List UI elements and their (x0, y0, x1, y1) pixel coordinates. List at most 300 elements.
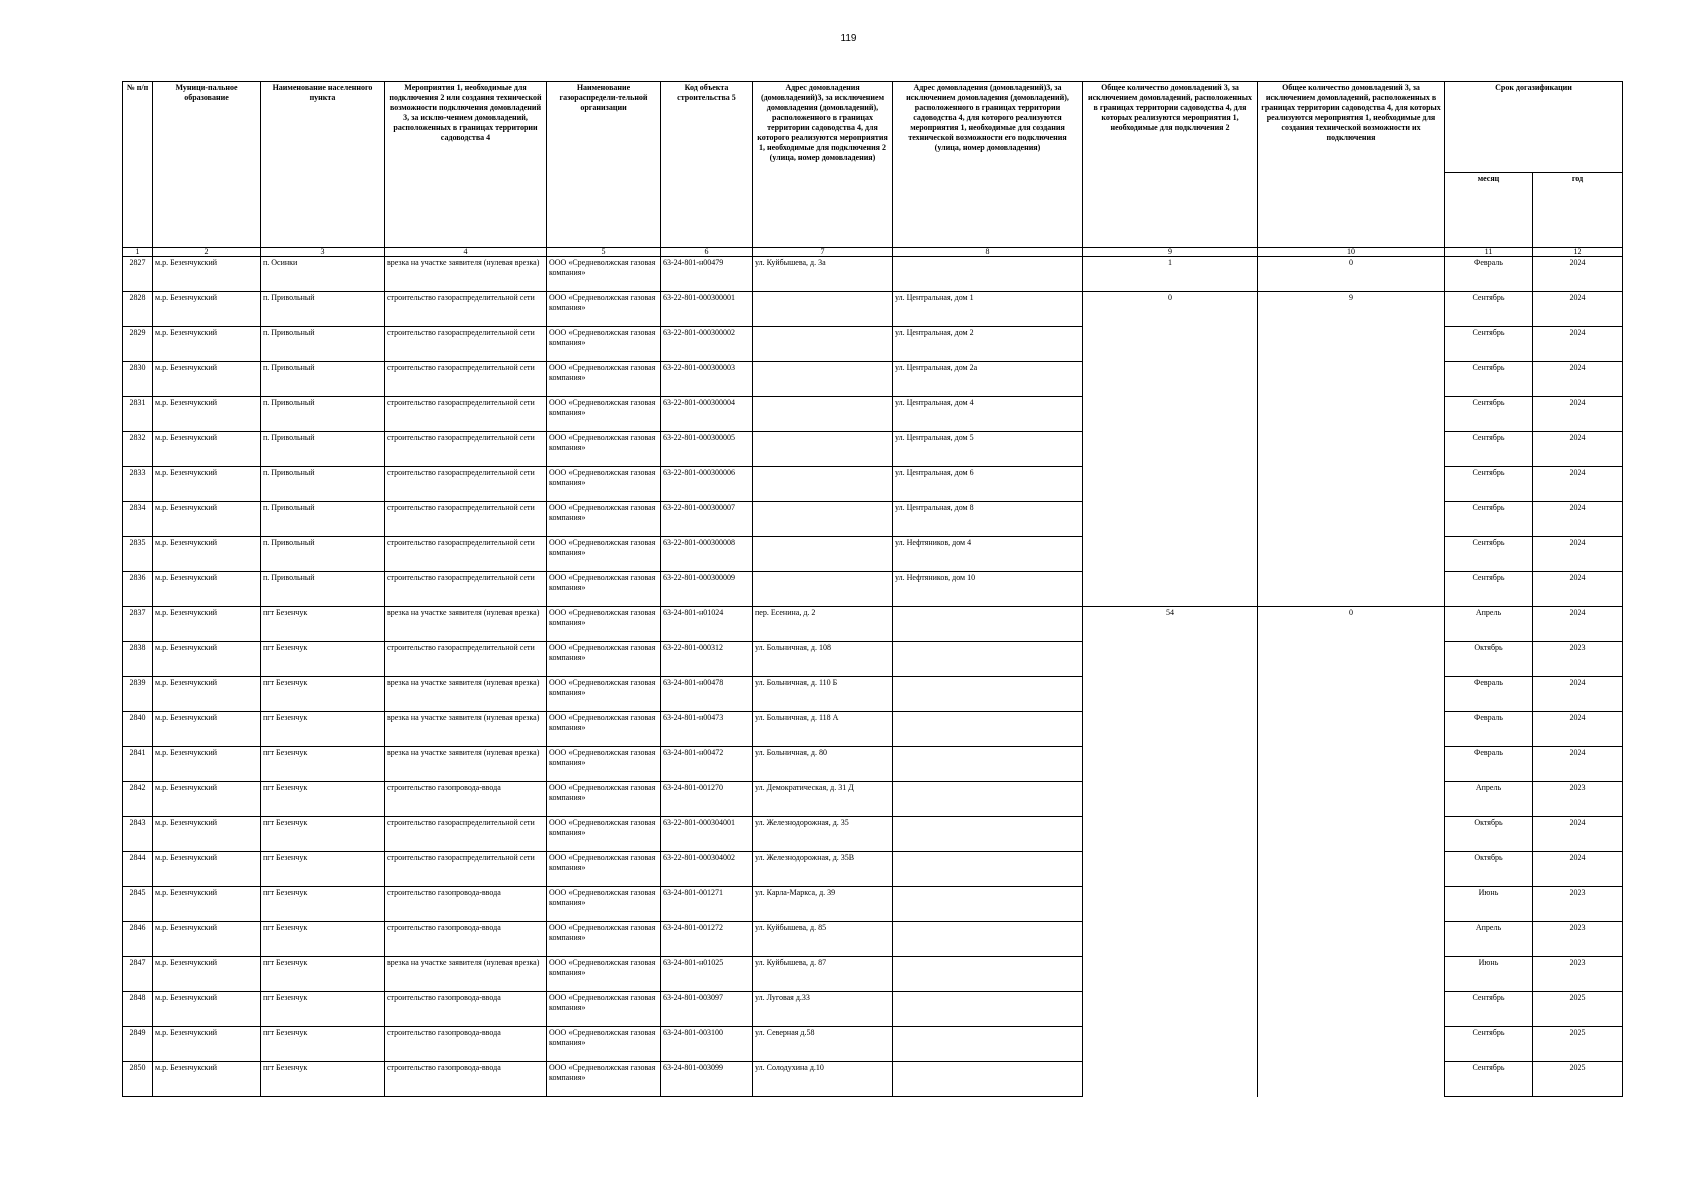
cell-gas-organization: ООО «Средневолжская газовая компания» (547, 922, 661, 957)
cell-year: 2024 (1533, 712, 1623, 747)
table-row (123, 782, 1623, 817)
cell-municipality: м.р. Безенчукский (153, 537, 261, 572)
cell-settlement: п. Привольный (261, 502, 385, 537)
cell-settlement: пгт Безенчук (261, 677, 385, 712)
cell-settlement: пгт Безенчук (261, 782, 385, 817)
cell-month: Сентябрь (1445, 432, 1533, 467)
cell-year: 2024 (1533, 852, 1623, 887)
cell-municipality: м.р. Безенчукский (153, 327, 261, 362)
cell-row-number: 2848 (123, 992, 153, 1027)
cell-measure: строительство газораспределительной сети (385, 572, 547, 607)
cell-year: 2024 (1533, 467, 1623, 502)
cell-settlement: п. Привольный (261, 292, 385, 327)
gasification-table (122, 81, 1623, 1097)
cell-month: Сентябрь (1445, 292, 1533, 327)
cell-settlement: пгт Безенчук (261, 747, 385, 782)
cell-object-code: 63-22-801-000300003 (661, 362, 753, 397)
cell-settlement: пгт Безенчук (261, 1062, 385, 1097)
cell-row-number: 2849 (123, 1027, 153, 1062)
table-row (123, 327, 1623, 362)
cell-address-technical: ул. Центральная, дом 1 (893, 292, 1083, 327)
cell-month: Сентябрь (1445, 327, 1533, 362)
cell-row-number: 2833 (123, 467, 153, 502)
column-number-row (123, 248, 1623, 257)
table-row (123, 467, 1623, 502)
cell-gas-organization: ООО «Средневолжская газовая компания» (547, 957, 661, 992)
cell-measure: строительство газораспределительной сети (385, 537, 547, 572)
cell-address-technical (893, 852, 1083, 887)
cell-object-code: 63-22-801-000300007 (661, 502, 753, 537)
cell-year: 2024 (1533, 397, 1623, 432)
cell-settlement: пгт Безенчук (261, 642, 385, 677)
cell-month: Сентябрь (1445, 992, 1533, 1027)
cell-settlement: пгт Безенчук (261, 922, 385, 957)
cell-total-connection (1083, 747, 1258, 782)
cell-measure: врезка на участке заявителя (нулевая врезка) (385, 677, 547, 712)
cell-row-number: 2846 (123, 922, 153, 957)
table-row (123, 572, 1623, 607)
cell-address-connection (753, 362, 893, 397)
table-row (123, 642, 1623, 677)
cell-address-technical (893, 887, 1083, 922)
column-number: 9 (1083, 248, 1258, 257)
cell-total-connection (1083, 432, 1258, 467)
cell-address-technical: ул. Центральная, дом 5 (893, 432, 1083, 467)
cell-total-technical (1258, 502, 1445, 537)
cell-row-number: 2832 (123, 432, 153, 467)
cell-row-number: 2828 (123, 292, 153, 327)
cell-address-connection: ул. Северная д.58 (753, 1027, 893, 1062)
cell-address-technical: ул. Нефтяников, дом 10 (893, 572, 1083, 607)
page-number: 119 (840, 33, 857, 44)
cell-municipality: м.р. Безенчукский (153, 292, 261, 327)
header-month: месяц (1445, 173, 1533, 248)
table-row (123, 607, 1623, 642)
cell-gas-organization: ООО «Средневолжская газовая компания» (547, 1062, 661, 1097)
cell-row-number: 2847 (123, 957, 153, 992)
cell-total-connection (1083, 467, 1258, 502)
cell-year: 2023 (1533, 922, 1623, 957)
cell-total-technical (1258, 992, 1445, 1027)
cell-row-number: 2829 (123, 327, 153, 362)
cell-object-code: 63-24-801-003100 (661, 1027, 753, 1062)
cell-total-connection (1083, 852, 1258, 887)
cell-row-number: 2850 (123, 1062, 153, 1097)
cell-month: Июнь (1445, 957, 1533, 992)
cell-address-technical (893, 957, 1083, 992)
cell-row-number: 2838 (123, 642, 153, 677)
cell-measure: врезка на участке заявителя (нулевая врезка) (385, 957, 547, 992)
cell-month: Февраль (1445, 677, 1533, 712)
cell-gas-organization: ООО «Средневолжская газовая компания» (547, 677, 661, 712)
cell-gas-organization: ООО «Средневолжская газовая компания» (547, 362, 661, 397)
cell-object-code: 63-24-801-н01024 (661, 607, 753, 642)
cell-month: Апрель (1445, 922, 1533, 957)
column-number: 12 (1533, 248, 1623, 257)
cell-municipality: м.р. Безенчукский (153, 887, 261, 922)
cell-year: 2024 (1533, 572, 1623, 607)
cell-total-technical (1258, 782, 1445, 817)
cell-measure: строительство газораспределительной сети (385, 502, 547, 537)
cell-row-number: 2841 (123, 747, 153, 782)
cell-municipality: м.р. Безенчукский (153, 992, 261, 1027)
header-number: № п/п (123, 82, 153, 248)
cell-address-connection: ул. Больничная, д. 118 А (753, 712, 893, 747)
cell-settlement: пгт Безенчук (261, 887, 385, 922)
cell-measure: врезка на участке заявителя (нулевая врезка) (385, 747, 547, 782)
cell-address-connection: ул. Больничная, д. 108 (753, 642, 893, 677)
cell-address-connection: ул. Луговая д.33 (753, 992, 893, 1027)
table-row (123, 1027, 1623, 1062)
column-number: 5 (547, 248, 661, 257)
cell-address-technical: ул. Центральная, дом 8 (893, 502, 1083, 537)
cell-total-technical (1258, 432, 1445, 467)
cell-object-code: 63-22-801-000304001 (661, 817, 753, 852)
cell-year: 2025 (1533, 1062, 1623, 1097)
cell-total-technical (1258, 1062, 1445, 1097)
cell-municipality: м.р. Безенчукский (153, 1062, 261, 1097)
cell-object-code: 63-24-801-003099 (661, 1062, 753, 1097)
cell-year: 2023 (1533, 957, 1623, 992)
cell-gas-organization: ООО «Средневолжская газовая компания» (547, 607, 661, 642)
cell-month: Февраль (1445, 712, 1533, 747)
cell-measure: врезка на участке заявителя (нулевая врезка) (385, 257, 547, 292)
cell-gas-organization: ООО «Средневолжская газовая компания» (547, 292, 661, 327)
cell-total-connection (1083, 957, 1258, 992)
cell-settlement: пгт Безенчук (261, 712, 385, 747)
cell-month: Сентябрь (1445, 502, 1533, 537)
table-row (123, 292, 1623, 327)
cell-object-code: 63-22-801-000312 (661, 642, 753, 677)
cell-measure: строительство газораспределительной сети (385, 327, 547, 362)
cell-object-code: 63-22-801-000304002 (661, 852, 753, 887)
cell-gas-organization: ООО «Средневолжская газовая компания» (547, 642, 661, 677)
cell-year: 2024 (1533, 257, 1623, 292)
cell-measure: строительство газопровода-ввода (385, 1027, 547, 1062)
cell-gas-organization: ООО «Средневолжская газовая компания» (547, 397, 661, 432)
cell-year: 2023 (1533, 642, 1623, 677)
cell-total-technical: 0 (1258, 607, 1445, 642)
cell-total-technical (1258, 537, 1445, 572)
cell-address-technical (893, 257, 1083, 292)
cell-year: 2024 (1533, 677, 1623, 712)
table-row (123, 957, 1623, 992)
cell-address-connection: ул. Куйбышева, д. 87 (753, 957, 893, 992)
cell-address-technical (893, 992, 1083, 1027)
cell-measure: строительство газораспределительной сети (385, 467, 547, 502)
column-number: 11 (1445, 248, 1533, 257)
cell-total-technical (1258, 852, 1445, 887)
cell-row-number: 2836 (123, 572, 153, 607)
cell-measure: строительство газораспределительной сети (385, 642, 547, 677)
cell-address-technical (893, 712, 1083, 747)
cell-address-connection: ул. Железнодорожная, д. 35В (753, 852, 893, 887)
cell-municipality: м.р. Безенчукский (153, 677, 261, 712)
cell-total-technical (1258, 572, 1445, 607)
cell-municipality: м.р. Безенчукский (153, 397, 261, 432)
cell-row-number: 2839 (123, 677, 153, 712)
table-row (123, 817, 1623, 852)
cell-address-technical (893, 1062, 1083, 1097)
cell-month: Сентябрь (1445, 1027, 1533, 1062)
cell-settlement: пгт Безенчук (261, 817, 385, 852)
cell-settlement: п. Привольный (261, 397, 385, 432)
column-number: 1 (123, 248, 153, 257)
cell-municipality: м.р. Безенчукский (153, 852, 261, 887)
cell-month: Февраль (1445, 747, 1533, 782)
cell-year: 2023 (1533, 887, 1623, 922)
column-number: 3 (261, 248, 385, 257)
cell-address-connection: ул. Демократическая, д. 31 Д (753, 782, 893, 817)
cell-object-code: 63-22-801-000300004 (661, 397, 753, 432)
cell-total-technical (1258, 817, 1445, 852)
cell-total-technical (1258, 957, 1445, 992)
cell-address-technical (893, 817, 1083, 852)
cell-total-connection (1083, 397, 1258, 432)
cell-address-connection (753, 292, 893, 327)
cell-municipality: м.р. Безенчукский (153, 782, 261, 817)
cell-settlement: п. Привольный (261, 362, 385, 397)
cell-row-number: 2827 (123, 257, 153, 292)
cell-measure: врезка на участке заявителя (нулевая врезка) (385, 712, 547, 747)
cell-total-connection (1083, 502, 1258, 537)
cell-year: 2023 (1533, 782, 1623, 817)
cell-gas-organization: ООО «Средневолжская газовая компания» (547, 712, 661, 747)
cell-total-technical (1258, 677, 1445, 712)
cell-total-connection: 1 (1083, 257, 1258, 292)
cell-municipality: м.р. Безенчукский (153, 1027, 261, 1062)
cell-month: Октябрь (1445, 852, 1533, 887)
cell-address-connection: ул. Больничная, д. 110 Б (753, 677, 893, 712)
cell-object-code: 63-24-801-001270 (661, 782, 753, 817)
cell-municipality: м.р. Безенчукский (153, 362, 261, 397)
cell-measure: строительство газораспределительной сети (385, 432, 547, 467)
header-deadline: Срок догазификации (1445, 82, 1623, 173)
cell-measure: строительство газопровода-ввода (385, 1062, 547, 1097)
cell-settlement: п. Привольный (261, 327, 385, 362)
cell-total-technical (1258, 397, 1445, 432)
cell-row-number: 2843 (123, 817, 153, 852)
cell-address-connection: ул. Куйбышева, д. 3а (753, 257, 893, 292)
cell-month: Апрель (1445, 782, 1533, 817)
column-number: 6 (661, 248, 753, 257)
cell-settlement: п. Привольный (261, 572, 385, 607)
header-gas-organization: Наименование газораспредели-тельной организации (547, 82, 661, 248)
cell-year: 2024 (1533, 817, 1623, 852)
cell-gas-organization: ООО «Средневолжская газовая компания» (547, 992, 661, 1027)
cell-measure: строительство газораспределительной сети (385, 362, 547, 397)
cell-total-technical: 9 (1258, 292, 1445, 327)
cell-address-technical (893, 677, 1083, 712)
cell-month: Сентябрь (1445, 572, 1533, 607)
cell-month: Сентябрь (1445, 467, 1533, 502)
cell-municipality: м.р. Безенчукский (153, 257, 261, 292)
table-row (123, 922, 1623, 957)
cell-settlement: п. Привольный (261, 432, 385, 467)
cell-gas-organization: ООО «Средневолжская газовая компания» (547, 747, 661, 782)
cell-row-number: 2831 (123, 397, 153, 432)
column-number: 4 (385, 248, 547, 257)
cell-total-technical (1258, 887, 1445, 922)
cell-address-technical (893, 607, 1083, 642)
table-row (123, 362, 1623, 397)
cell-total-connection (1083, 817, 1258, 852)
cell-municipality: м.р. Безенчукский (153, 747, 261, 782)
cell-municipality: м.р. Безенчукский (153, 607, 261, 642)
cell-address-technical: ул. Центральная, дом 6 (893, 467, 1083, 502)
cell-address-technical: ул. Нефтяников, дом 4 (893, 537, 1083, 572)
cell-municipality: м.р. Безенчукский (153, 957, 261, 992)
table-body (123, 257, 1623, 1097)
cell-settlement: п. Привольный (261, 467, 385, 502)
cell-address-connection (753, 432, 893, 467)
cell-year: 2024 (1533, 292, 1623, 327)
cell-address-technical (893, 1027, 1083, 1062)
cell-settlement: пгт Безенчук (261, 992, 385, 1027)
cell-total-connection (1083, 642, 1258, 677)
cell-address-connection (753, 537, 893, 572)
cell-address-connection: ул. Солодухина д.10 (753, 1062, 893, 1097)
cell-total-connection (1083, 992, 1258, 1027)
cell-row-number: 2830 (123, 362, 153, 397)
cell-municipality: м.р. Безенчукский (153, 467, 261, 502)
cell-address-technical (893, 922, 1083, 957)
cell-settlement: пгт Безенчук (261, 1027, 385, 1062)
table-row (123, 537, 1623, 572)
cell-total-connection (1083, 782, 1258, 817)
header-address-connection: Адрес домовладения (домовладений)3, за исключением домовладения (домовладений), расположенного в границах территории садоводства 4, для которого реализуются мероприятия 1, необходимые для подключения 2 (улица, номер домовладения) (753, 82, 893, 248)
cell-total-connection (1083, 922, 1258, 957)
cell-row-number: 2845 (123, 887, 153, 922)
cell-object-code: 63-24-801-н00473 (661, 712, 753, 747)
cell-object-code: 63-24-801-003097 (661, 992, 753, 1027)
cell-settlement: п. Привольный (261, 537, 385, 572)
cell-settlement: пгт Безенчук (261, 852, 385, 887)
cell-address-connection: ул. Куйбышева, д. 85 (753, 922, 893, 957)
cell-address-connection (753, 327, 893, 362)
cell-total-connection (1083, 1062, 1258, 1097)
cell-municipality: м.р. Безенчукский (153, 712, 261, 747)
cell-total-technical (1258, 747, 1445, 782)
column-number: 10 (1258, 248, 1445, 257)
cell-object-code: 63-22-801-000300002 (661, 327, 753, 362)
cell-address-connection (753, 397, 893, 432)
header-address-technical: Адрес домовладения (домовладений)3, за исключением домовладения (домовладений), расположенного в границах территории садоводства 4, для которого реализуются мероприятия 1, необходимые для создания технической возможности его подключения (улица, номер домовладения) (893, 82, 1083, 248)
cell-total-connection: 0 (1083, 292, 1258, 327)
cell-row-number: 2842 (123, 782, 153, 817)
cell-object-code: 63-24-801-001272 (661, 922, 753, 957)
cell-year: 2024 (1533, 432, 1623, 467)
table-row (123, 502, 1623, 537)
cell-total-connection (1083, 1027, 1258, 1062)
cell-gas-organization: ООО «Средневолжская газовая компания» (547, 327, 661, 362)
cell-address-connection (753, 502, 893, 537)
cell-total-technical (1258, 922, 1445, 957)
cell-total-technical (1258, 642, 1445, 677)
table-row (123, 677, 1623, 712)
cell-address-technical: ул. Центральная, дом 2а (893, 362, 1083, 397)
cell-gas-organization: ООО «Средневолжская газовая компания» (547, 887, 661, 922)
cell-address-connection (753, 572, 893, 607)
cell-year: 2024 (1533, 502, 1623, 537)
cell-year: 2024 (1533, 327, 1623, 362)
cell-object-code: 63-24-801-н01025 (661, 957, 753, 992)
cell-year: 2024 (1533, 362, 1623, 397)
header-settlement: Наименование населенного пункта (261, 82, 385, 248)
cell-total-connection (1083, 537, 1258, 572)
cell-address-connection: ул. Больничная, д. 80 (753, 747, 893, 782)
cell-total-connection (1083, 362, 1258, 397)
cell-address-connection: ул. Железнодорожная, д. 35 (753, 817, 893, 852)
cell-year: 2024 (1533, 537, 1623, 572)
cell-year: 2025 (1533, 1027, 1623, 1062)
table-row (123, 432, 1623, 467)
cell-row-number: 2837 (123, 607, 153, 642)
cell-total-connection (1083, 327, 1258, 362)
cell-object-code: 63-22-801-000300006 (661, 467, 753, 502)
cell-gas-organization: ООО «Средневолжская газовая компания» (547, 467, 661, 502)
cell-month: Октябрь (1445, 642, 1533, 677)
cell-measure: строительство газораспределительной сети (385, 397, 547, 432)
cell-row-number: 2835 (123, 537, 153, 572)
cell-object-code: 63-24-801-001271 (661, 887, 753, 922)
column-number: 7 (753, 248, 893, 257)
cell-gas-organization: ООО «Средневолжская газовая компания» (547, 257, 661, 292)
header-measures: Мероприятия 1, необходимые для подключения 2 или создания технической возможности подключения домовладений 3, за исклю-чением домовладений, расположенных в границах территории садоводства 4 (385, 82, 547, 248)
column-number: 2 (153, 248, 261, 257)
cell-gas-organization: ООО «Средневолжская газовая компания» (547, 432, 661, 467)
cell-object-code: 63-22-801-000300009 (661, 572, 753, 607)
cell-municipality: м.р. Безенчукский (153, 642, 261, 677)
table-row (123, 1062, 1623, 1097)
cell-total-technical (1258, 712, 1445, 747)
cell-total-technical (1258, 362, 1445, 397)
cell-month: Сентябрь (1445, 1062, 1533, 1097)
column-number: 8 (893, 248, 1083, 257)
cell-month: Октябрь (1445, 817, 1533, 852)
table-row (123, 397, 1623, 432)
cell-address-connection: пер. Есенина, д. 2 (753, 607, 893, 642)
header-year: год (1533, 173, 1623, 248)
cell-total-connection (1083, 712, 1258, 747)
cell-address-technical (893, 782, 1083, 817)
table-row (123, 887, 1623, 922)
cell-measure: строительство газопровода-ввода (385, 887, 547, 922)
cell-measure: врезка на участке заявителя (нулевая врезка) (385, 607, 547, 642)
cell-row-number: 2834 (123, 502, 153, 537)
cell-total-technical: 0 (1258, 257, 1445, 292)
cell-month: Сентябрь (1445, 397, 1533, 432)
table-row (123, 712, 1623, 747)
cell-measure: строительство газопровода-ввода (385, 782, 547, 817)
cell-total-technical (1258, 327, 1445, 362)
cell-object-code: 63-24-801-н00472 (661, 747, 753, 782)
cell-address-technical: ул. Центральная, дом 2 (893, 327, 1083, 362)
cell-gas-organization: ООО «Средневолжская газовая компания» (547, 782, 661, 817)
cell-total-connection (1083, 572, 1258, 607)
cell-total-connection: 54 (1083, 607, 1258, 642)
cell-row-number: 2844 (123, 852, 153, 887)
table-row (123, 992, 1623, 1027)
cell-settlement: п. Осинки (261, 257, 385, 292)
cell-municipality: м.р. Безенчукский (153, 502, 261, 537)
cell-object-code: 63-24-801-н00479 (661, 257, 753, 292)
cell-month: Сентябрь (1445, 362, 1533, 397)
cell-address-technical: ул. Центральная, дом 4 (893, 397, 1083, 432)
cell-address-technical (893, 642, 1083, 677)
cell-settlement: пгт Безенчук (261, 607, 385, 642)
cell-year: 2024 (1533, 607, 1623, 642)
